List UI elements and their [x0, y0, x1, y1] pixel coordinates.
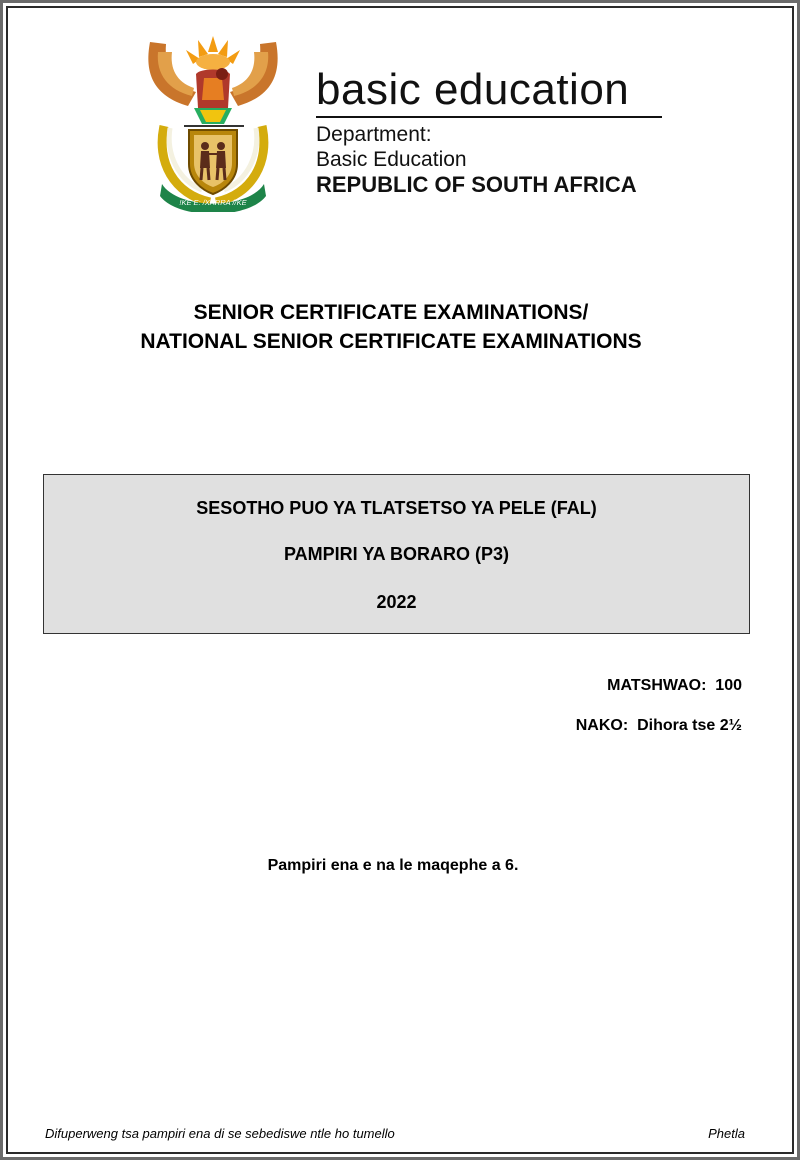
department-name: Basic Education	[316, 148, 467, 171]
time-label: NAKO: Dihora tse 2½	[575, 717, 742, 734]
subject-box	[43, 474, 750, 634]
page-count-text: Pampiri ena e na le maqephe a 6.	[267, 857, 519, 874]
country-name: REPUBLIC OF SOUTH AFRICA	[316, 172, 637, 197]
department-label: Department:	[316, 123, 432, 146]
exam-title-line-2: NATIONAL SENIOR CERTIFICATE EXAMINATIONS	[140, 330, 642, 353]
exam-year: 2022	[376, 592, 417, 612]
exam-title	[0, 298, 800, 356]
subject-name: SESOTHO PUO YA TLATSETSO YA PELE (FAL)	[196, 498, 597, 518]
coat-of-arms-icon	[144, 34, 282, 212]
page-count-note	[0, 856, 800, 876]
copyright-notice: Difuperweng tsa pampiri ena di se sebediswe ntle ho tumello	[45, 1126, 395, 1141]
paper-number: PAMPIRI YA BORARO (P3)	[283, 544, 510, 564]
turn-over-label: Phetla	[708, 1126, 745, 1141]
brand-divider	[316, 116, 662, 118]
sun-icon	[186, 36, 240, 70]
exam-title-line-1: SENIOR CERTIFICATE EXAMINATIONS/	[193, 301, 589, 324]
brand-wordmark: basic education	[316, 65, 630, 114]
marks-label: MATSHWAO: 100	[607, 677, 742, 694]
crest-motto: !KE E: /XARRA //KE	[179, 198, 247, 207]
